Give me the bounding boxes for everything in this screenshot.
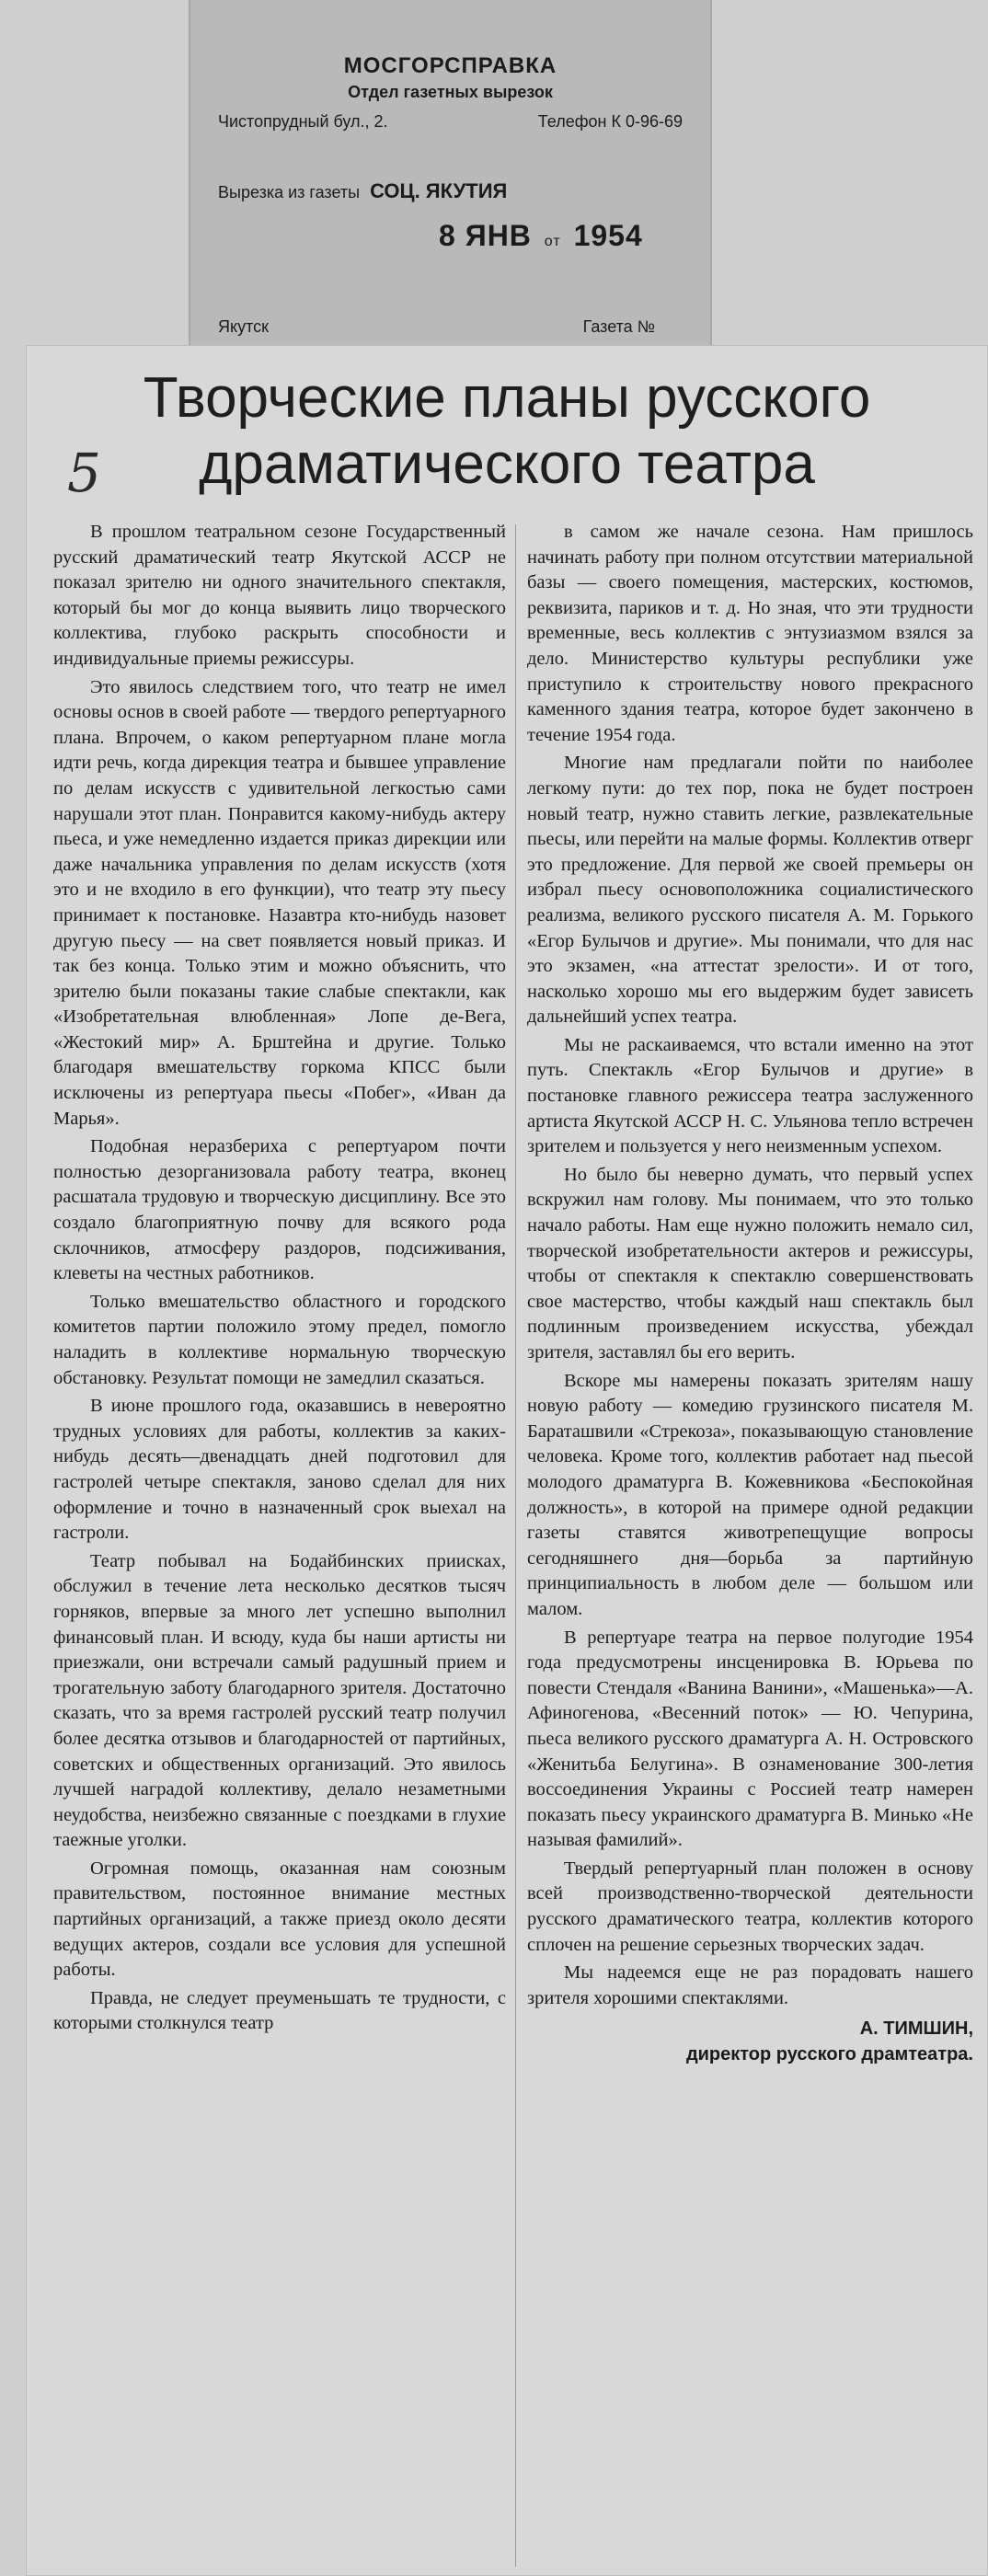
- paragraph: В репертуаре театра на первое полугодие 1954 года предусмотрены инсценировка В. Юрьева по повести Стендаля «Ванина Ванини», «Машенька»—А. Афиногенова, «Весенний поток» — Ю. Чепурина, пьеса великого русского драматурга А. Н. Островского «Женитьба Белугина». В ознаменование 300-летия воссоединения Украины с Россией театр намерен показать пьесу украинского драматурга В. Минько «Не называя фамилий».: [527, 1627, 973, 1851]
- paragraph: Подобная неразбериха с репертуаром почти полностью дезорганизовала работу театра, вконец расшатала трудовую и творческую дисциплину. Все это создало благоприятную почву для всякого рода склочников, атмосферу раздоров, подсиживания, клеветы на честных работников.: [53, 1136, 506, 1284]
- stamp-cut-label: Вырезка из газеты: [218, 183, 361, 201]
- stamp-department: Отдел газетных вырезок: [348, 83, 553, 101]
- stamp-gazeta-number: Газета №: [582, 317, 655, 336]
- stamp-city: Якутск: [218, 317, 269, 336]
- headline-line-2: драматического театра: [199, 432, 815, 496]
- stamp-source-line: [218, 179, 507, 203]
- column-divider: [515, 524, 516, 2567]
- stamp-organization: МОСГОРСПРАВКА: [343, 53, 557, 78]
- article-column-right: [527, 520, 973, 2068]
- paragraph: Многие нам предлагали пойти по наиболее легкому пути: до тех пор, пока не будет построен новый театр, нужно ставить легкие, развлекательные пьесы, или перейти на малые формы. Коллектив отверг это предложение. Для первой же своей премьеры он избрал пьесу основоположника социалистического реализма, великого русского писателя А. М. Горького «Егор Булычов и другие». Мы понимали, что для нас это экзамен, «на аттестат зрелости». И от того, насколько хорошо мы его выдержим будет зависеть дальнейший успех театра.: [527, 753, 973, 1028]
- article-column-left: [53, 520, 506, 2037]
- stamp-phone: Телефон К 0-96-69: [537, 112, 683, 131]
- stamp-date-year: 1954: [573, 219, 643, 252]
- author-role: директор русского драмтеатра.: [685, 2044, 973, 2065]
- paragraph: Только вмешательство областного и городского комитетов партии положило этому предел, помогло наладить в коллективе нормальную творческую обстановку. Результат помощи не замедлил сказаться.: [53, 1291, 506, 1388]
- stamp-paper-name: СОЦ. ЯКУТИЯ: [370, 179, 508, 202]
- paragraph: Но было бы неверно думать, что первый успех вскружил нам голову. Мы понимаем, что это только начало работы. Нам еще нужно положить немало сил, творческой изобретательности актеров и режиссуры, чтобы от спектакля к спектаклю совершенствовать свое мастерство, чтобы каждый наш спектакль был подлинным произведением искусства, убеждал зрителя, заставлял бы его верить.: [527, 1164, 973, 1363]
- paragraph: Огромная помощь, оказанная нам союзным правительством, постоянное внимание местных партийных организаций, а также приезд около десяти ведущих актеров, создали все условия для успешной работы.: [53, 1857, 506, 1981]
- paragraph: Это явилось следствием того, что театр не имел основы основ в своей работе — твердого репертуарного плана. Впрочем, о каком репертуарном плане могла идти речь, когда дирекция театра и бывшее управление по делам искусств с удивительной легкостью сами нарушали этот план. Понравится какому-нибудь актеру пьеса, и уже немедленно издается приказ дирекции или даже начальника управления по делам искусств (хотя это и не входило в его функции), что театр эту пьесу принимает к постановке. Назавтра кто-нибудь назовет другую пьесу — на свет появляется новый приказ. И так без конца. Только этим и можно объяснить, что зрителю были показаны такие слабые спектакли, как «Изобретательная влюбленная» Лопе де-Вега, «Жестокий мир» А. Брштейна и другие. Только благодаря вмешательству горкома КПСС были исключены из репертуара пьесы «Побег», «Иван да Марья».: [53, 676, 506, 1129]
- paragraph: Вскоре мы намерены показать зрителям нашу новую работу — комедию грузинского писателя М. Бараташвили «Стрекоза», показывающую становление человека. Кроме того, коллектив работает над пьесой молодого драматурга В. Кожевникова «Беспокойная должность», в которой на примере одной редакции газеты ставятся животрепещущие вопросы сегодняшнего дня—борьба за партийную принципиальность в любом деле — большом или малом.: [527, 1370, 973, 1619]
- headline-line-1: Творческие планы русского: [143, 366, 871, 430]
- paragraph: В прошлом театральном сезоне Государственный русский драматический театр Якутской АССР не показал зрителю ни одного значительного спектакля, который бы мог до конца выявить лицо творческого коллектива, глубоко раскрыть способности и индивидуальные приемы режиссуры.: [53, 522, 506, 669]
- paragraph: Театр побывал на Бодайбинских приисках, обслужил в течение лета несколько десятков тысяч горняков, впервые за много лет успешно выполнил финансовый план. И всюду, куда бы наши артисты ни приезжали, они встречали самый радушный прием и трогательную заботу благодарного зрителя. Достаточно сказать, что за время гастролей русский театр получил более десятка отзывов и благодарностей от партийных, советских и общественных организаций. Это явилось лучшей наградой коллективу, делало незаметными неудобства, неизбежно связанные с поездками в глухие таежные уголки.: [53, 1550, 506, 1851]
- stamp-date: [439, 219, 643, 253]
- author-signature: [527, 2017, 973, 2067]
- author-name: А. ТИМШИН,: [859, 2018, 973, 2040]
- clipping-service-stamp: [189, 0, 712, 350]
- stamp-date-day: 8: [439, 219, 456, 252]
- paragraph: Правда, не следует преуменьшать те трудности, с которыми столкнулся театр: [53, 1987, 506, 2034]
- handwritten-mark: 5: [67, 442, 101, 504]
- paragraph: Мы надеемся еще не раз порадовать нашего зрителя хорошими спектаклями.: [527, 1962, 973, 2008]
- paragraph: Твердый репертуарный план положен в основу всей производственно-творческой деятельности русского драматического театра, коллектив которого сплочен на решение серьезных творческих задач.: [527, 1857, 973, 1955]
- newspaper-clipping: [26, 345, 988, 2576]
- paragraph: в самом же начале сезона. Нам пришлось начинать работу при полном отсутствии материальной базы — своего помещения, мастерских, костюмов, реквизита, париков и т. д. Но зная, что эти трудности временные, весь коллектив с энтузиазмом взялся за дело. Министерство культуры республики уже приступило к строительству нового прекрасного каменного здания театра, которое будет закончено в течение 1954 года.: [527, 522, 973, 745]
- stamp-address: Чистопрудный бул., 2.: [218, 112, 388, 131]
- paragraph: В июне прошлого года, оказавшись в невероятно трудных условиях для работы, коллектив за каких-нибудь десять—двенадцать дней подготовил для гастролей четыре спектакля, заново сделал для них оформление и точно в назначенный срок выехал на гастроли.: [53, 1396, 506, 1544]
- paragraph: Мы не раскаиваемся, что встали именно на этот путь. Спектакль «Егор Булычов и другие» в постановке главного режиссера театра заслуженного артиста Якутской АССР Н. С. Ульянова тепло встречен зрителем и пользуется у него неизменным успехом.: [527, 1034, 973, 1157]
- stamp-date-month: ЯНВ: [465, 219, 532, 252]
- stamp-date-ot: от: [544, 234, 561, 249]
- article-headline: [26, 365, 988, 498]
